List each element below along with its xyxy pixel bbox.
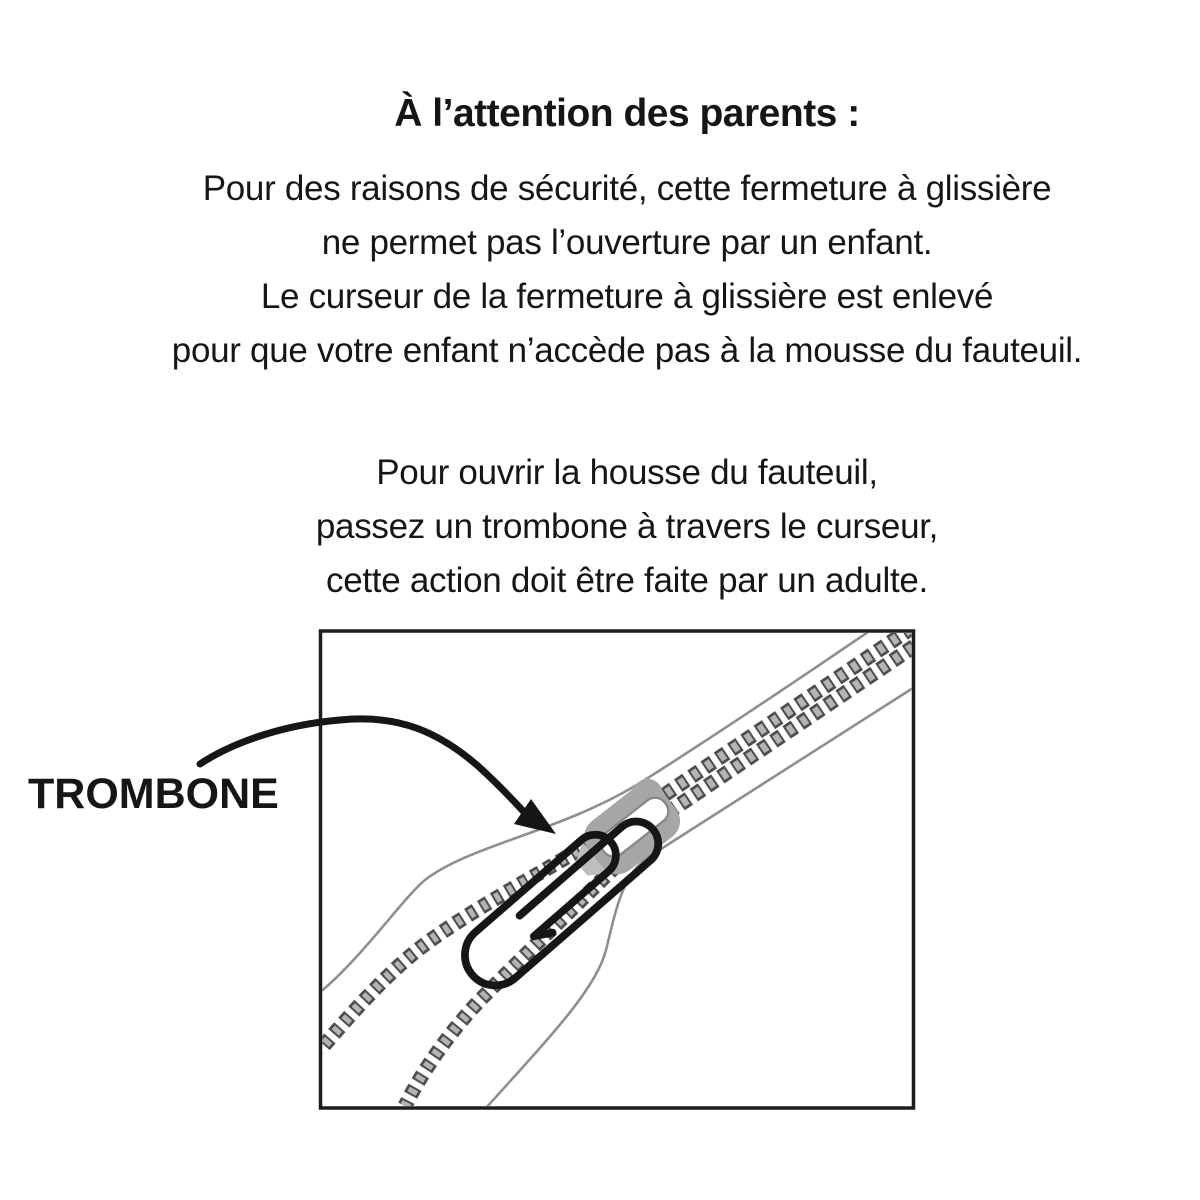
paragraph-line: cette action doit être faite par un adulte. (326, 561, 928, 600)
page-title: À l’attention des parents : (394, 92, 860, 136)
arrow-curve (200, 719, 524, 812)
zipper-figure (0, 620, 1200, 1200)
paragraph-line: Le curseur de la fermeture à glissière est enlevé (260, 277, 994, 316)
zipper-tape-edge-left (318, 632, 868, 994)
paragraph-line: passez un trombone à travers le curseur, (315, 507, 939, 546)
trombone-label: TROMBONE (28, 770, 279, 818)
zipper-tape-edge-right (486, 688, 913, 1108)
paragraph-safety (27, 162, 1200, 378)
zipper-teeth-closed-chain (645, 627, 922, 822)
paragraph-line: Pour ouvrir la housse du fauteuil, (376, 453, 878, 492)
trombone-arrow (200, 719, 556, 834)
paragraph-line: pour que votre enfant n’accède pas à la mousse du fauteuil. (171, 331, 1083, 370)
zipper-art (318, 627, 922, 1108)
zipper-diagram (0, 620, 1200, 1200)
paragraph-instructions (27, 446, 1200, 608)
paragraph-line: ne permet pas l’ouverture par un enfant. (321, 223, 933, 262)
paragraph-line: Pour des raisons de sécurité, cette fermeture à glissière (202, 169, 1052, 208)
